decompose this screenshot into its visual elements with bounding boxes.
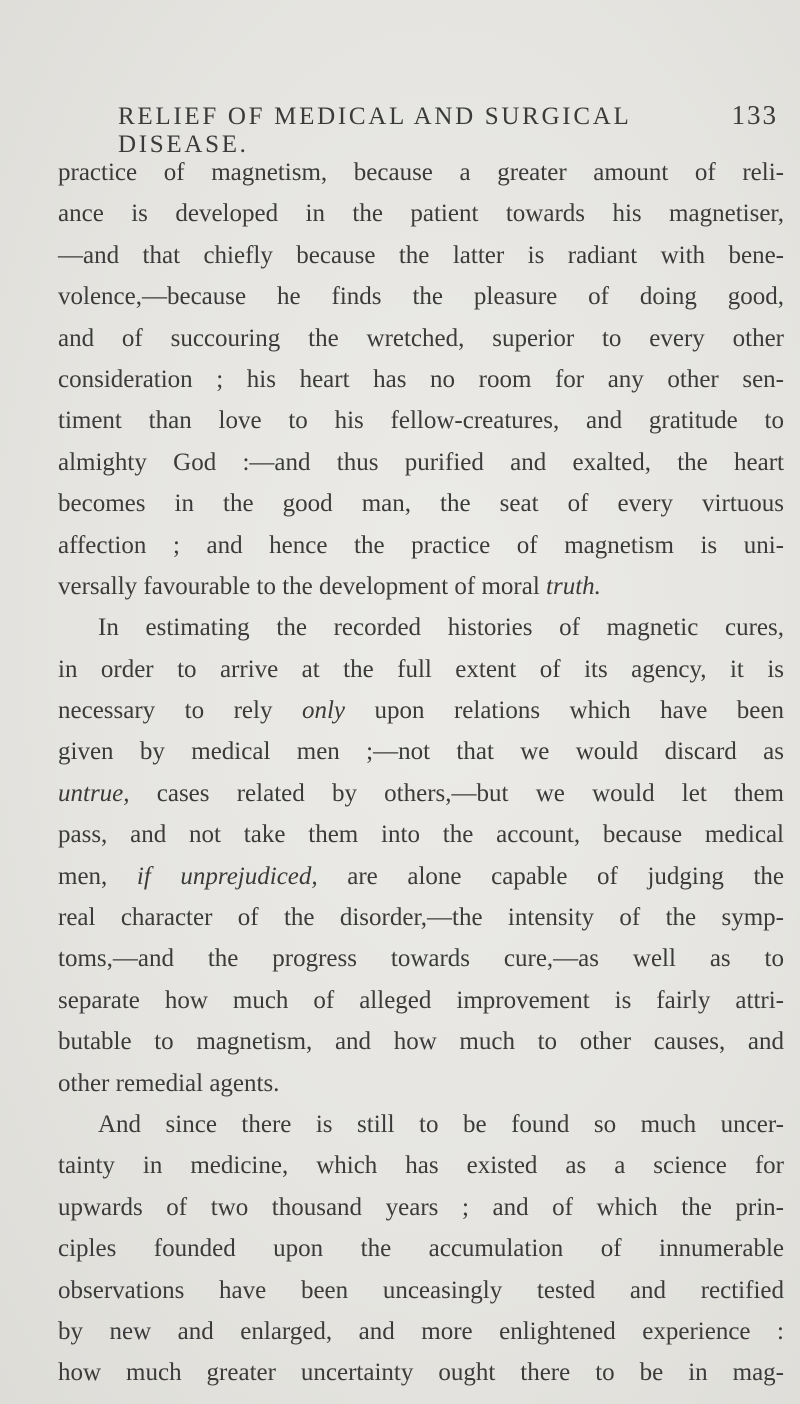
text-line: observations have been unceasingly tested and rectified [58, 1276, 784, 1304]
text-segment: are alone capable of judging the [317, 862, 785, 890]
italic-word: untrue, [58, 779, 130, 807]
text-line: ciples founded upon the accumulation of innumerable [58, 1235, 784, 1263]
text-line: other remedial agents. [58, 1069, 280, 1097]
text-segment: cases related by others,—but we would let them [129, 779, 784, 807]
text-line: given by medical men ;—not that we would discard as [58, 738, 784, 766]
text-line: ance is developed in the patient towards his magnetiser, [58, 200, 784, 228]
running-head [118, 100, 778, 159]
italic-word: truth. [546, 572, 601, 600]
text-line: real character of the disorder,—the intensity of the symp- [58, 904, 784, 932]
text-line: upwards of two thousand years ; and of which the prin- [58, 1193, 784, 1221]
text-line: becomes in the good man, the seat of every virtuous [58, 490, 784, 518]
text-line: in order to arrive at the full extent of its agency, it is [58, 655, 784, 683]
page-number: 133 [731, 100, 778, 130]
text-line: tainty in medicine, which has existed as a science for [58, 1152, 784, 1180]
paragraph-start-line: In estimating the recorded histories of magnetic cures, [98, 614, 784, 642]
text-line: timent than love to his fellow-creatures, and gratitude to [58, 407, 784, 435]
text-line: and of succouring the wretched, superior to every other [58, 324, 784, 352]
text-line: how much greater uncertainty ought there to be in mag- [58, 1359, 784, 1387]
italic-word: only [301, 697, 345, 725]
body-text [58, 152, 784, 1394]
text-line [58, 690, 784, 731]
text-line: separate how much of alleged improvement is fairly attri- [58, 986, 784, 1014]
text-line: volence,—because he finds the pleasure of doing good, [58, 283, 784, 311]
text-line: pass, and not take them into the account, because medical [58, 821, 784, 849]
text-line: butable to magnetism, and how much to other causes, and [58, 1028, 784, 1056]
text-line: toms,—and the progress towards cure,—as well as to [58, 945, 784, 973]
text-line [58, 773, 784, 814]
text-line [58, 566, 784, 607]
paragraph-start-line: And since there is still to be found so much uncer- [98, 1110, 784, 1138]
text-segment: versally favourable to the development of moral [58, 572, 547, 600]
text-segment: men, [58, 862, 137, 890]
text-line: by new and enlarged, and more enlightened experience : [58, 1317, 784, 1345]
text-line [58, 856, 784, 897]
text-line: consideration ; his heart has no room for any other sen- [58, 365, 784, 393]
text-line: practice of magnetism, because a greater amount of reli- [58, 159, 784, 186]
text-line: —and that chiefly because the latter is radiant with bene- [58, 241, 784, 269]
italic-phrase: if unprejudiced, [136, 862, 318, 890]
text-segment: upon relations which have been [345, 697, 784, 725]
text-line: almighty God :—and thus purified and exalted, the heart [58, 448, 784, 476]
text-line: affection ; and hence the practice of magnetism is uni- [58, 531, 784, 559]
text-segment: necessary to rely [58, 697, 302, 725]
running-head-title: RELIEF OF MEDICAL AND SURGICAL DISEASE. [118, 103, 631, 158]
